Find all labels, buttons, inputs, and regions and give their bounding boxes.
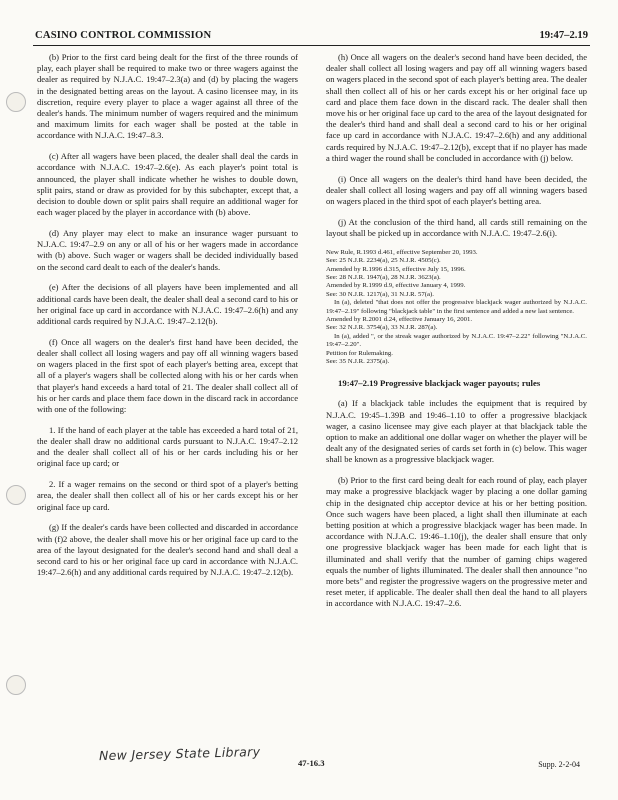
paragraph-19b: (b) Prior to the first card being dealt for each round of play, each player may make a progressive blackjack wager by placing a one dollar gaming chip in the designated chip acceptor device at his or her betting position. Once such wagers have been placed, a light shall then illuminate at each betting position at which a progressive blackjack wager has been made. In accordance with N.J.A.C. 19:46–1.10(j), the dealer shall ensure that only one progressive blackjack wager has been made for each light that is illuminated and shall verify that the number of gaming chips wagered equals the number of lights illuminated. The dealer shall then announce "no more bets" and register the progressive wagers on the progressive meter and reset meter, if applicable. The dealer shall then deal the hand to all players in accordance with N.J.A.C. 19:47–2.6. <box>326 475 587 609</box>
paragraph-19a: (a) If a blackjack table includes the equipment that is required by N.J.A.C. 19:45–1.39B and 19:46–1.10 to offer a progressive blackjack wager, a casino licensee may give each player at that blackjack table the option to make an additional one dollar wager on whether the player will be dealt any of the designated series of cards set forth in (c) below. This wager shall be known as a progressive blackjack wager. <box>326 398 587 465</box>
section-heading: 19:47–2.19 Progressive blackjack wager payouts; rules <box>338 377 541 388</box>
paragraph-f: (f) Once all wagers on the dealer's first hand have been decided, the dealer shall collect all losing wagers and pay off all winning wagers based on wagers placed in the first spot of each player's betting area, except that all of a player's wagers shall be collected along with his or her cards when that player's hand exceeds a hard total of 21. The dealer shall collect all of his or her cards and place them face down in the discard rack in accordance with one of the following: <box>37 336 298 415</box>
paragraph-f-item-1: 1. If the hand of each player at the table has exceeded a hard total of 21, the dealer shall draw no additional cards pursuant to N.J.A.C. 19:47–2.12 and the dealer shall collect all of his or her cards including his or her original face up card; or <box>37 424 298 469</box>
library-stamp: New Jersey State Library <box>98 743 261 764</box>
header-rule <box>33 45 590 46</box>
left-column <box>37 52 298 588</box>
binder-hole <box>6 675 26 695</box>
supplement-date: Supp. 2-2-04 <box>538 760 580 769</box>
binder-hole <box>6 485 26 505</box>
history-note: Amended by R.1999 d.9, effective January 4, 1999. <box>326 282 466 290</box>
history-note: Petition for Rulemaking. <box>326 349 393 357</box>
history-note: New Rule, R.1993 d.461, effective September 20, 1993. <box>326 248 478 256</box>
running-header-title: CASINO CONTROL COMMISSION <box>35 30 212 41</box>
history-note: See: 30 N.J.R. 1217(a), 31 N.J.R. 57(a). <box>326 290 434 298</box>
paragraph-e: (e) After the decisions of all players have been implemented and all additional cards have been dealt, the dealer shall deal a second card to his or her original face up card in accordance with N.J.A.C. 19:47–2.6(h) and any additional cards required by N.J.A.C. 19:47–2.12(b). <box>37 282 298 327</box>
right-column <box>326 52 587 619</box>
history-note: See: 25 N.J.R. 2234(a), 25 N.J.R. 4505(c). <box>326 257 441 265</box>
paragraph-g: (g) If the dealer's cards have been collected and discarded in accordance with (f)2 above, the dealer shall move his or her original face up card to the area of the layout designated for the dealer's second hand and shall deal a second card to his or her original face up card in accordance with N.J.A.C. 19:47–2.6(h) and any additional cards required by N.J.A.C. 19:47–2.12(b). <box>37 522 298 578</box>
paragraph-f-item-2: 2. If a wager remains on the second or third spot of a player's betting area, the dealer shall then collect all of his or her cards except his or her original face up card. <box>37 479 298 512</box>
history-note: See: 32 N.J.R. 3754(a), 33 N.J.R. 287(a). <box>326 324 438 332</box>
history-note: In (a), added ", or the streak wager authorized by N.J.A.C. 19:47–2.22" following "N.J.A.C. 19:47–2.20". <box>326 332 587 349</box>
paragraph-c: (c) After all wagers have been placed, the dealer shall deal the cards in accordance with N.J.A.C. 19:47–2.6(e). As each player's point total is announced, the player shall indicate whether he wishes to double down, split pairs, stand or draw as provided for by this subchapter, except that, a decision to double down or split pairs shall require an additional wager for each wager placed by the player in accordance with (b) above. <box>37 151 298 218</box>
paragraph-b: (b) Prior to the first card being dealt for the first of the three rounds of play, each player shall be required to make two or three wagers against the dealer as required by N.J.A.C. 19:47–2.3(a) and (d) by placing the wagers in the designated betting areas on the layout. A casino licensee may, in its discretion, require every player to place a wager against all three of the dealer's hands. The minimum number of wagers required and the minimum and maximum limits for each wager shall be posted at the table in accordance with N.J.A.C. 19:47–8.3. <box>37 52 298 141</box>
history-note: Amended by R.1996 d.315, effective July 15, 1996. <box>326 265 466 273</box>
history-note: See: 28 N.J.R. 1947(a), 28 N.J.R. 3623(a). <box>326 274 441 282</box>
history-note: See: 35 N.J.R. 2375(a). <box>326 358 390 366</box>
history-note: In (a), deleted "that does not offer the progressive blackjack wager authorized by N.J.A.C. 19:47–2.19" following "blackjack table" in the first sentence and added a new last sentence. <box>326 299 587 315</box>
binder-hole <box>6 92 26 112</box>
paragraph-i: (i) Once all wagers on the dealer's third hand have been decided, the dealer shall collect all losing wagers and pay off all winning wagers based on wagers placed in the third spot of each player's betting area. <box>326 173 587 207</box>
page-number: 47-16.3 <box>298 758 325 768</box>
paragraph-h: (h) Once all wagers on the dealer's second hand have been decided, the dealer shall collect all losing wagers and pay off all winning wagers based on wagers placed in the second spot of each player's betting area. The dealer shall then collect all of his or her cards except his or her original face up card and place them face down in the discard rack. The dealer shall then move his or her original face up card to the area of the layout designated for the dealer's third hand and shall deal a second card to his or her original face up card in accordance with N.J.A.C. 19:47–2.6(h) and any additional cards required by N.J.A.C. 19:47–2.12(b), except that if no player has made a third wager the round shall be concluded in accordance with (j) below. <box>326 52 588 163</box>
history-note: Amended by R.2001 d.24, effective January 16, 2001. <box>326 316 473 324</box>
running-header-citation: 19:47–2.19 <box>539 30 588 41</box>
paragraph-d: (d) Any player may elect to make an insurance wager pursuant to N.J.A.C. 19:47–2.9 on any or all of his or her wagers made in accordance with (b) above. Such wager or wagers shall be decided individually based on the second card dealt to each of the dealer's hands. <box>37 228 298 272</box>
paragraph-j: (j) At the conclusion of the third hand, all cards still remaining on the layout shall be picked up in accordance with N.J.A.C. 19:47–2.6(i). <box>326 216 587 239</box>
